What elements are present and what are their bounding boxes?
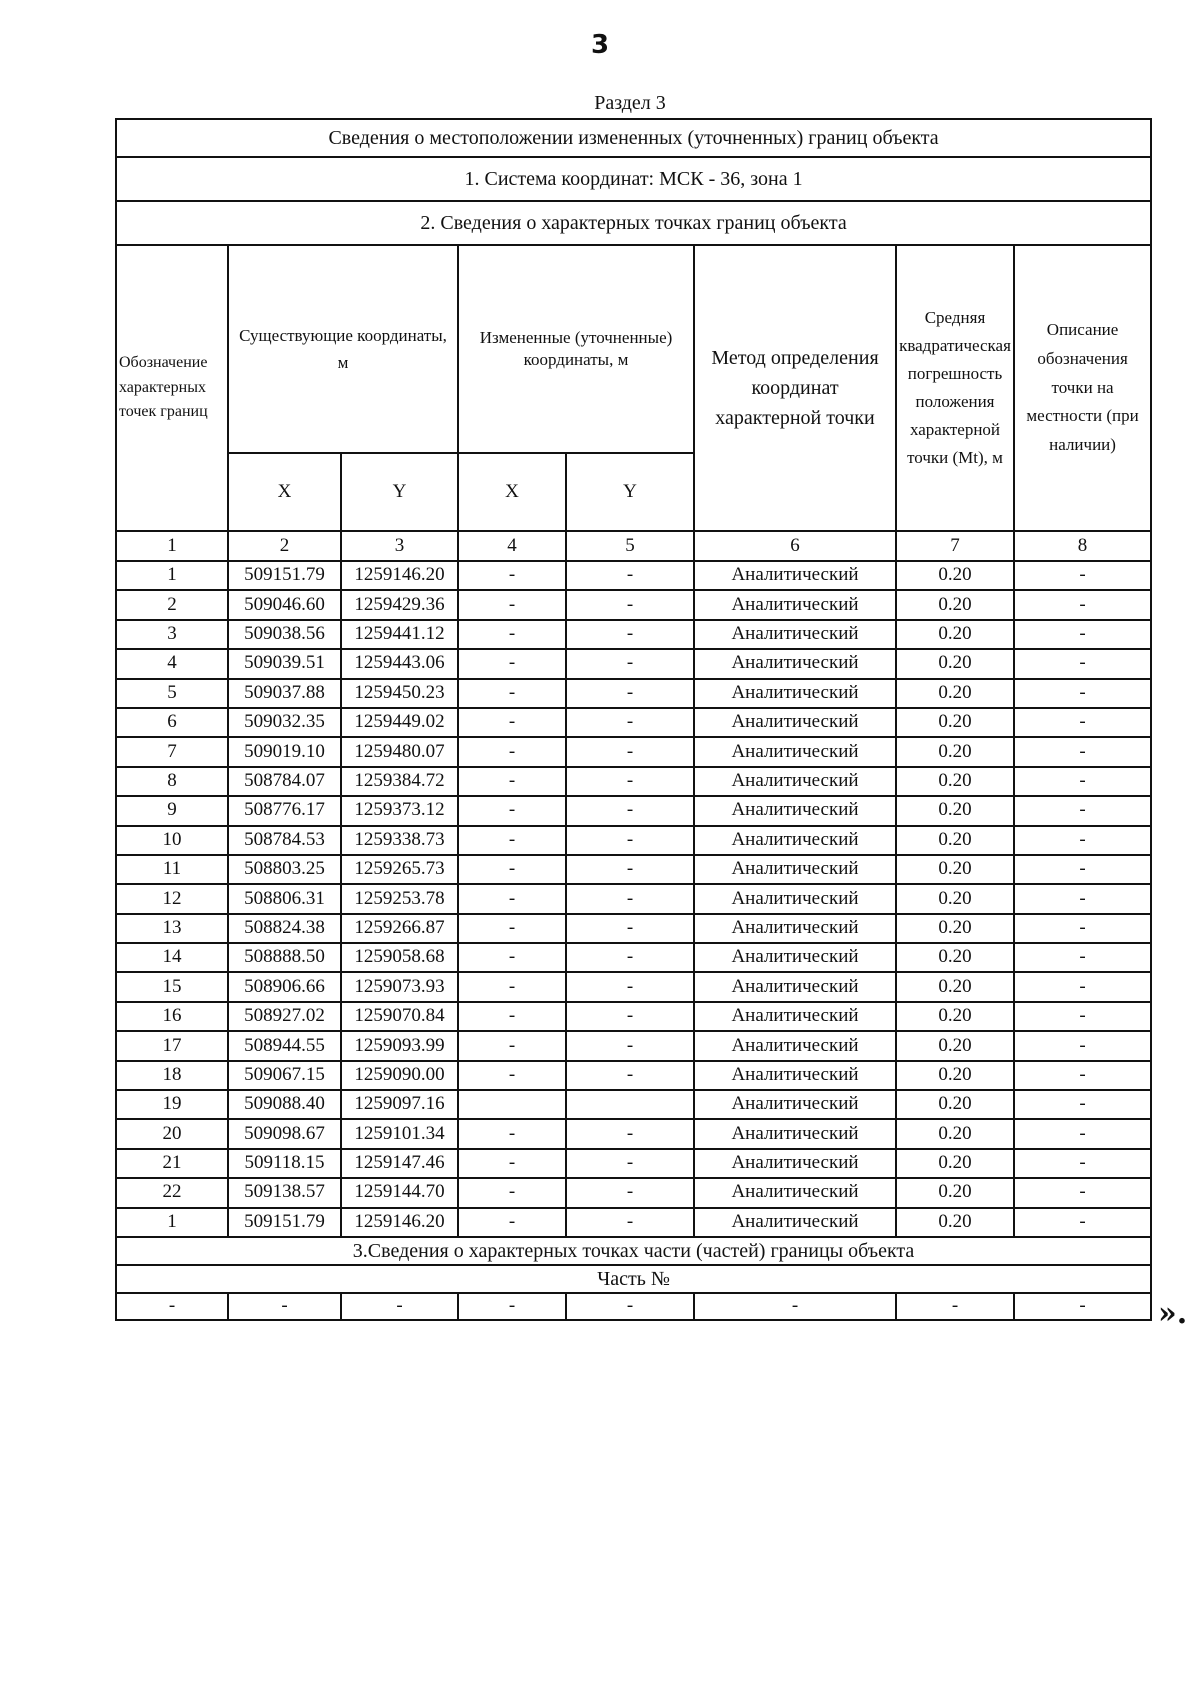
table-cell: - xyxy=(566,855,694,884)
table-cell: - xyxy=(1014,914,1151,943)
header-changed-x: X xyxy=(458,453,566,531)
table-cell: - xyxy=(566,943,694,972)
table-cell: Аналитический xyxy=(694,1208,896,1237)
table-cell: - xyxy=(566,884,694,913)
table-cell: 1259093.99 xyxy=(341,1031,458,1060)
table-cell: 0.20 xyxy=(896,826,1014,855)
table-cell: - xyxy=(1014,1090,1151,1119)
table-cell: 10 xyxy=(116,826,228,855)
table-cell: 0.20 xyxy=(896,708,1014,737)
table-cell: 1259147.46 xyxy=(341,1149,458,1178)
table-cell: - xyxy=(566,1208,694,1237)
table-cell: 4 xyxy=(116,649,228,678)
table-cell: - xyxy=(1014,1119,1151,1148)
table-cell: - xyxy=(566,679,694,708)
column-number: 1 xyxy=(116,531,228,561)
table-cell: 509088.40 xyxy=(228,1090,341,1119)
table-cell: Аналитический xyxy=(694,884,896,913)
table-cell: - xyxy=(566,914,694,943)
table-title-row xyxy=(116,119,1151,157)
closing-quote-mark: ». xyxy=(1158,1296,1188,1331)
table-cell: - xyxy=(458,1031,566,1060)
table-cell: 1259441.12 xyxy=(341,620,458,649)
table-cell: 0.20 xyxy=(896,943,1014,972)
table-row xyxy=(116,737,1151,766)
table-cell: - xyxy=(458,1002,566,1031)
table-row xyxy=(116,943,1151,972)
table-cell: - xyxy=(1014,943,1151,972)
table-cell: 1259146.20 xyxy=(341,561,458,590)
header-existing-y: Y xyxy=(341,453,458,531)
table-cell: 509138.57 xyxy=(228,1178,341,1207)
table-cell: 509032.35 xyxy=(228,708,341,737)
table-cell: Аналитический xyxy=(694,796,896,825)
points-heading: 2. Сведения о характерных точках границ объекта xyxy=(116,201,1151,245)
table-cell: - xyxy=(341,1293,458,1320)
table-cell: - xyxy=(1014,708,1151,737)
table-cell: Аналитический xyxy=(694,1119,896,1148)
table-cell: - xyxy=(566,1031,694,1060)
table-cell: 1259146.20 xyxy=(341,1208,458,1237)
table-cell: - xyxy=(1014,1293,1151,1320)
table-row xyxy=(116,1090,1151,1119)
column-number: 8 xyxy=(1014,531,1151,561)
header-changed-y: Y xyxy=(566,453,694,531)
table-cell: - xyxy=(1014,796,1151,825)
table-cell: - xyxy=(566,826,694,855)
header-mean-error: Средняя квадратическая погрешность положения характерной точки (Mt), м xyxy=(896,245,1014,531)
table-cell: 21 xyxy=(116,1149,228,1178)
table-cell: Аналитический xyxy=(694,1031,896,1060)
table-cell: 1259097.16 xyxy=(341,1090,458,1119)
table-cell: - xyxy=(458,943,566,972)
table-cell: 0.20 xyxy=(896,1149,1014,1178)
table-row xyxy=(116,708,1151,737)
table-cell: Аналитический xyxy=(694,708,896,737)
table-row xyxy=(116,590,1151,619)
table-row xyxy=(116,1061,1151,1090)
table-cell: 0.20 xyxy=(896,855,1014,884)
table-cell: - xyxy=(1014,649,1151,678)
table-cell: 0.20 xyxy=(896,1061,1014,1090)
table-cell: 1259373.12 xyxy=(341,796,458,825)
table-cell: 508927.02 xyxy=(228,1002,341,1031)
table-cell: - xyxy=(694,1293,896,1320)
table-cell: - xyxy=(1014,1061,1151,1090)
header-existing-x: X xyxy=(228,453,341,531)
table-cell: Аналитический xyxy=(694,826,896,855)
table-row xyxy=(116,1208,1151,1237)
table-row xyxy=(116,767,1151,796)
parts-body xyxy=(116,1293,1151,1320)
table-row xyxy=(116,1002,1151,1031)
table-cell: - xyxy=(566,1178,694,1207)
table-cell: - xyxy=(1014,1208,1151,1237)
table-cell: 508888.50 xyxy=(228,943,341,972)
table-cell: - xyxy=(458,590,566,619)
table-cell: 0.20 xyxy=(896,1178,1014,1207)
table-cell: Аналитический xyxy=(694,620,896,649)
table-cell: - xyxy=(1014,972,1151,1001)
table-cell: Аналитический xyxy=(694,1149,896,1178)
table-cell: 509151.79 xyxy=(228,1208,341,1237)
table-cell: Аналитический xyxy=(694,767,896,796)
table-cell: - xyxy=(458,1178,566,1207)
table-cell: 1259338.73 xyxy=(341,826,458,855)
table-row xyxy=(116,1178,1151,1207)
table-cell: - xyxy=(458,679,566,708)
header-changed-coords: Измененные (уточненные) координаты, м xyxy=(458,245,694,453)
points-body xyxy=(116,561,1151,1237)
table-cell: - xyxy=(458,1061,566,1090)
table-cell: - xyxy=(1014,561,1151,590)
table-cell: 9 xyxy=(116,796,228,825)
table-cell: - xyxy=(458,884,566,913)
table-cell: 1259480.07 xyxy=(341,737,458,766)
table-cell: 5 xyxy=(116,679,228,708)
table-cell: 1 xyxy=(116,561,228,590)
table-cell: - xyxy=(566,590,694,619)
table-cell: 15 xyxy=(116,972,228,1001)
table-cell: - xyxy=(458,914,566,943)
table-cell: 0.20 xyxy=(896,767,1014,796)
table-cell: Аналитический xyxy=(694,943,896,972)
boundary-points-table xyxy=(115,118,1152,1321)
table-cell: 1259253.78 xyxy=(341,884,458,913)
part-number-row xyxy=(116,1265,1151,1293)
table-cell: 508776.17 xyxy=(228,796,341,825)
table-cell: 0.20 xyxy=(896,1208,1014,1237)
table-cell: - xyxy=(1014,1031,1151,1060)
column-number: 4 xyxy=(458,531,566,561)
table-cell: 1259058.68 xyxy=(341,943,458,972)
table-row xyxy=(116,972,1151,1001)
table-cell: 0.20 xyxy=(896,796,1014,825)
table-cell: Аналитический xyxy=(694,855,896,884)
table-cell: 0.20 xyxy=(896,649,1014,678)
table-cell: 509038.56 xyxy=(228,620,341,649)
section-label: Раздел 3 xyxy=(594,92,666,114)
table-cell: 0.20 xyxy=(896,914,1014,943)
table-cell: 1259449.02 xyxy=(341,708,458,737)
header-existing-coords: Существующие координаты, м xyxy=(228,245,458,453)
table-cell: - xyxy=(896,1293,1014,1320)
table-cell: 1259070.84 xyxy=(341,1002,458,1031)
table-cell: - xyxy=(566,796,694,825)
table-cell: - xyxy=(458,620,566,649)
table-cell: - xyxy=(458,561,566,590)
table-cell: 509046.60 xyxy=(228,590,341,619)
table-cell: Аналитический xyxy=(694,1061,896,1090)
table-row xyxy=(116,796,1151,825)
header-method: Метод определения координат характерной точки xyxy=(694,245,896,531)
table-cell: 1259090.00 xyxy=(341,1061,458,1090)
header-designation: Обозначение характерных точек границ xyxy=(116,245,228,531)
table-cell: 509039.51 xyxy=(228,649,341,678)
table-cell: - xyxy=(1014,1149,1151,1178)
table-cell: 0.20 xyxy=(896,1119,1014,1148)
table-cell: - xyxy=(1014,679,1151,708)
table-cell: 11 xyxy=(116,855,228,884)
table-cell: 508824.38 xyxy=(228,914,341,943)
table-cell: 509151.79 xyxy=(228,561,341,590)
column-number: 2 xyxy=(228,531,341,561)
table-cell: - xyxy=(1014,620,1151,649)
table-cell: 508906.66 xyxy=(228,972,341,1001)
table-cell: - xyxy=(116,1293,228,1320)
table-cell: 0.20 xyxy=(896,884,1014,913)
table-row xyxy=(116,1149,1151,1178)
table-cell: 509037.88 xyxy=(228,679,341,708)
table-cell: - xyxy=(458,826,566,855)
table-cell: 0.20 xyxy=(896,1002,1014,1031)
column-number: 5 xyxy=(566,531,694,561)
table-cell: - xyxy=(1014,767,1151,796)
table-cell: - xyxy=(566,708,694,737)
table-cell: Аналитический xyxy=(694,972,896,1001)
column-number: 3 xyxy=(341,531,458,561)
table-cell: 0.20 xyxy=(896,590,1014,619)
table-cell: 0.20 xyxy=(896,1090,1014,1119)
column-number: 7 xyxy=(896,531,1014,561)
table-cell: 508944.55 xyxy=(228,1031,341,1060)
table-cell: 1259265.73 xyxy=(341,855,458,884)
table-cell xyxy=(458,1090,566,1119)
table-cell: 0.20 xyxy=(896,1031,1014,1060)
table-cell: - xyxy=(566,1119,694,1148)
table-cell: - xyxy=(458,1293,566,1320)
table-cell: 1259144.70 xyxy=(341,1178,458,1207)
table-cell: 1 xyxy=(116,1208,228,1237)
table-cell: 1259384.72 xyxy=(341,767,458,796)
table-cell: 508806.31 xyxy=(228,884,341,913)
table-cell: - xyxy=(566,1149,694,1178)
table-cell: - xyxy=(1014,855,1151,884)
table-cell: - xyxy=(566,561,694,590)
table-cell: - xyxy=(566,972,694,1001)
table-cell: - xyxy=(458,1208,566,1237)
table-cell: - xyxy=(566,1061,694,1090)
table-cell: Аналитический xyxy=(694,561,896,590)
table-cell: - xyxy=(458,1149,566,1178)
table-cell: 6 xyxy=(116,708,228,737)
table-cell: Аналитический xyxy=(694,1002,896,1031)
column-numbers-row xyxy=(116,531,1151,561)
table-cell: 509019.10 xyxy=(228,737,341,766)
table-cell: - xyxy=(458,649,566,678)
table-cell: - xyxy=(1014,826,1151,855)
table-row xyxy=(116,914,1151,943)
table-cell: Аналитический xyxy=(694,914,896,943)
table-row xyxy=(116,1031,1151,1060)
table-cell: - xyxy=(1014,1178,1151,1207)
table-cell: 18 xyxy=(116,1061,228,1090)
table-cell: 20 xyxy=(116,1119,228,1148)
table-cell: - xyxy=(566,737,694,766)
table-cell: - xyxy=(1014,884,1151,913)
table-cell: 0.20 xyxy=(896,737,1014,766)
table-cell: - xyxy=(458,708,566,737)
table-cell xyxy=(566,1090,694,1119)
table-cell: 8 xyxy=(116,767,228,796)
table-cell: - xyxy=(1014,1002,1151,1031)
parts-heading: 3.Сведения о характерных точках части (частей) границы объекта xyxy=(116,1237,1151,1265)
table-cell: 1259429.36 xyxy=(341,590,458,619)
table-cell: 1259450.23 xyxy=(341,679,458,708)
table-cell: - xyxy=(458,855,566,884)
table-cell: - xyxy=(228,1293,341,1320)
table-row xyxy=(116,1119,1151,1148)
table-cell: 2 xyxy=(116,590,228,619)
table-cell: 19 xyxy=(116,1090,228,1119)
table-cell: Аналитический xyxy=(694,1178,896,1207)
table-cell: - xyxy=(458,737,566,766)
table-cell: 7 xyxy=(116,737,228,766)
table-cell: 12 xyxy=(116,884,228,913)
table-row xyxy=(116,620,1151,649)
table-cell: Аналитический xyxy=(694,1090,896,1119)
table-cell: - xyxy=(566,620,694,649)
table-cell: Аналитический xyxy=(694,590,896,619)
table-cell: 0.20 xyxy=(896,561,1014,590)
table-cell: 1259443.06 xyxy=(341,649,458,678)
table-cell: 1259266.87 xyxy=(341,914,458,943)
table-cell: 13 xyxy=(116,914,228,943)
table-cell: 508803.25 xyxy=(228,855,341,884)
table-row xyxy=(116,884,1151,913)
table-cell: Аналитический xyxy=(694,649,896,678)
table-cell: - xyxy=(1014,590,1151,619)
table-cell: 0.20 xyxy=(896,620,1014,649)
table-cell: 508784.53 xyxy=(228,826,341,855)
table-cell: - xyxy=(566,767,694,796)
column-number: 6 xyxy=(694,531,896,561)
table-cell: - xyxy=(1014,737,1151,766)
table-cell: 508784.07 xyxy=(228,767,341,796)
table-cell: 1259101.34 xyxy=(341,1119,458,1148)
table-cell: 0.20 xyxy=(896,972,1014,1001)
table-cell: 509098.67 xyxy=(228,1119,341,1148)
parts-heading-row xyxy=(116,1237,1151,1265)
table-cell: 509118.15 xyxy=(228,1149,341,1178)
header-row xyxy=(116,245,1151,453)
page-number: 3 xyxy=(590,30,610,60)
table-cell: - xyxy=(566,1293,694,1320)
table-cell: 3 xyxy=(116,620,228,649)
table-row xyxy=(116,679,1151,708)
points-heading-row xyxy=(116,201,1151,245)
table-cell: - xyxy=(458,972,566,1001)
part-number-label: Часть № xyxy=(116,1265,1151,1293)
table-cell: - xyxy=(458,796,566,825)
table-cell: 509067.15 xyxy=(228,1061,341,1090)
table-row xyxy=(116,826,1151,855)
coord-system: 1. Система координат: МСК - 36, зона 1 xyxy=(116,157,1151,201)
header-description: Описание обозначения точки на местности (при наличии) xyxy=(1014,245,1151,531)
table-row xyxy=(116,855,1151,884)
table-cell: 17 xyxy=(116,1031,228,1060)
table-cell: Аналитический xyxy=(694,679,896,708)
table-row xyxy=(116,649,1151,678)
table-cell: 14 xyxy=(116,943,228,972)
table-cell: 16 xyxy=(116,1002,228,1031)
table-cell: - xyxy=(458,767,566,796)
table-title: Сведения о местоположении измененных (уточненных) границ объекта xyxy=(116,119,1151,157)
table-cell: Аналитический xyxy=(694,737,896,766)
table-cell: - xyxy=(566,1002,694,1031)
table-cell: 1259073.93 xyxy=(341,972,458,1001)
table-cell: - xyxy=(458,1119,566,1148)
table-cell: 0.20 xyxy=(896,679,1014,708)
part-row xyxy=(116,1293,1151,1320)
table-cell: - xyxy=(566,649,694,678)
table-cell: 22 xyxy=(116,1178,228,1207)
table-row xyxy=(116,561,1151,590)
coord-system-row xyxy=(116,157,1151,201)
